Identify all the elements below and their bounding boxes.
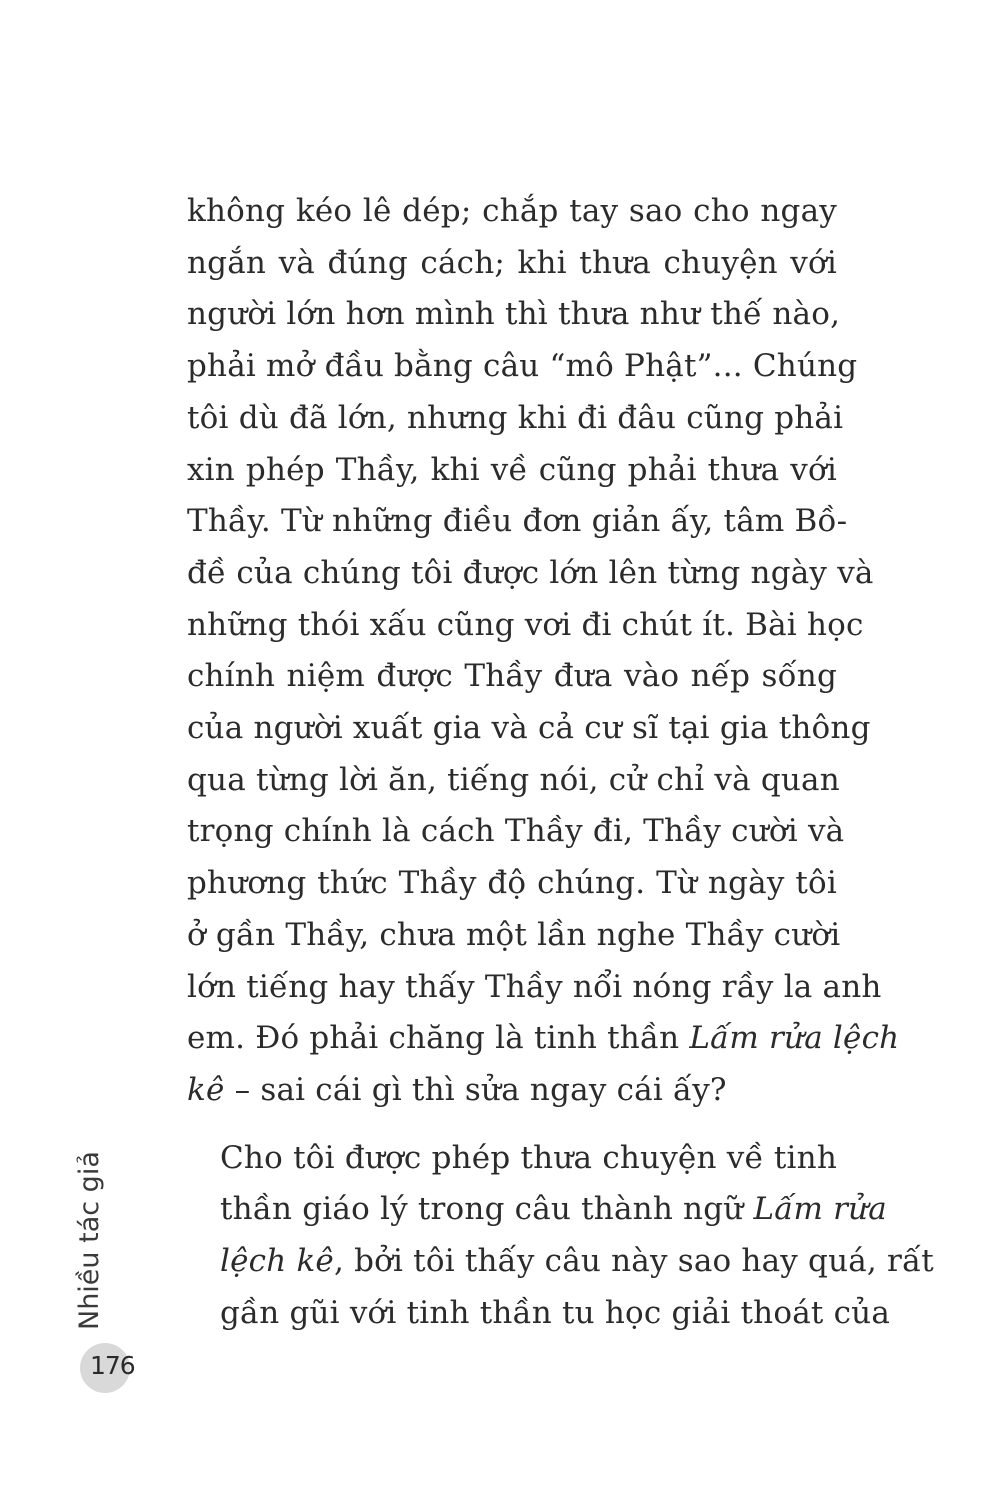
page-number: 176	[90, 1351, 135, 1380]
text-line: người lớn hơn mình thì thưa như thế nào,	[187, 296, 841, 333]
text-line: ngắn và đúng cách; khi thưa chuyện với	[187, 244, 837, 281]
idiom-italic: lệch kê	[220, 1243, 334, 1280]
idiom-italic: Lấm rửa lệch	[689, 1020, 900, 1057]
text-line	[187, 1236, 934, 1288]
idiom-italic: Lấm rửa	[753, 1191, 887, 1228]
text-line: ở gần Thầy, chưa một lần nghe Thầy cười	[187, 916, 841, 953]
text-line: trọng chính là cách Thầy đi, Thầy cười và	[187, 813, 845, 850]
paragraph-1	[187, 186, 900, 1117]
text-line: đề của chúng tôi được lớn lên từng ngày và	[187, 554, 874, 591]
text-line: những thói xấu cũng vơi đi chút ít. Bài học	[187, 606, 864, 643]
text-line	[187, 1065, 837, 1117]
paragraph-2	[187, 1133, 934, 1340]
text-run: thần giáo lý trong câu thành ngữ	[220, 1191, 754, 1228]
text-line: xin phép Thầy, khi về cũng phải thưa với	[187, 451, 837, 488]
text-line: tôi dù đã lớn, nhưng khi đi đâu cũng phải	[187, 399, 844, 436]
running-head	[52, 1140, 172, 1340]
text-line: gần gũi với tinh thần tu học giải thoát của	[220, 1294, 890, 1331]
text-line: phương thức Thầy độ chúng. Từ ngày tôi	[187, 865, 837, 902]
idiom-italic: kê	[187, 1071, 225, 1108]
author-label: Nhiều tác giả	[74, 1151, 105, 1330]
text-line: chính niệm được Thầy đưa vào nếp sống	[187, 658, 837, 695]
text-line: Thầy. Từ những điều đơn giản ấy, tâm Bồ-	[187, 503, 848, 540]
body-text	[187, 186, 934, 1339]
text-line	[187, 1184, 887, 1236]
text-line: phải mở đầu bằng câu “mô Phật”... Chúng	[187, 348, 858, 385]
text-line: của người xuất gia và cả cư sĩ tại gia thông	[187, 710, 871, 747]
page-number-badge	[80, 1343, 136, 1393]
text-line: Cho tôi được phép thưa chuyện về tinh	[220, 1139, 837, 1176]
text-run: em. Đó phải chăng là tinh thần	[187, 1020, 690, 1057]
text-line: lớn tiếng hay thấy Thầy nổi nóng rầy la anh	[187, 968, 882, 1005]
text-run: , bởi tôi thấy câu này sao hay quá, rất	[333, 1243, 934, 1280]
text-line	[187, 1013, 900, 1065]
text-line: không kéo lê dép; chắp tay sao cho ngay	[187, 193, 837, 229]
text-line: qua từng lời ăn, tiếng nói, cử chỉ và quan	[187, 761, 840, 798]
text-run: – sai cái gì thì sửa ngay cái ấy?	[224, 1071, 727, 1108]
